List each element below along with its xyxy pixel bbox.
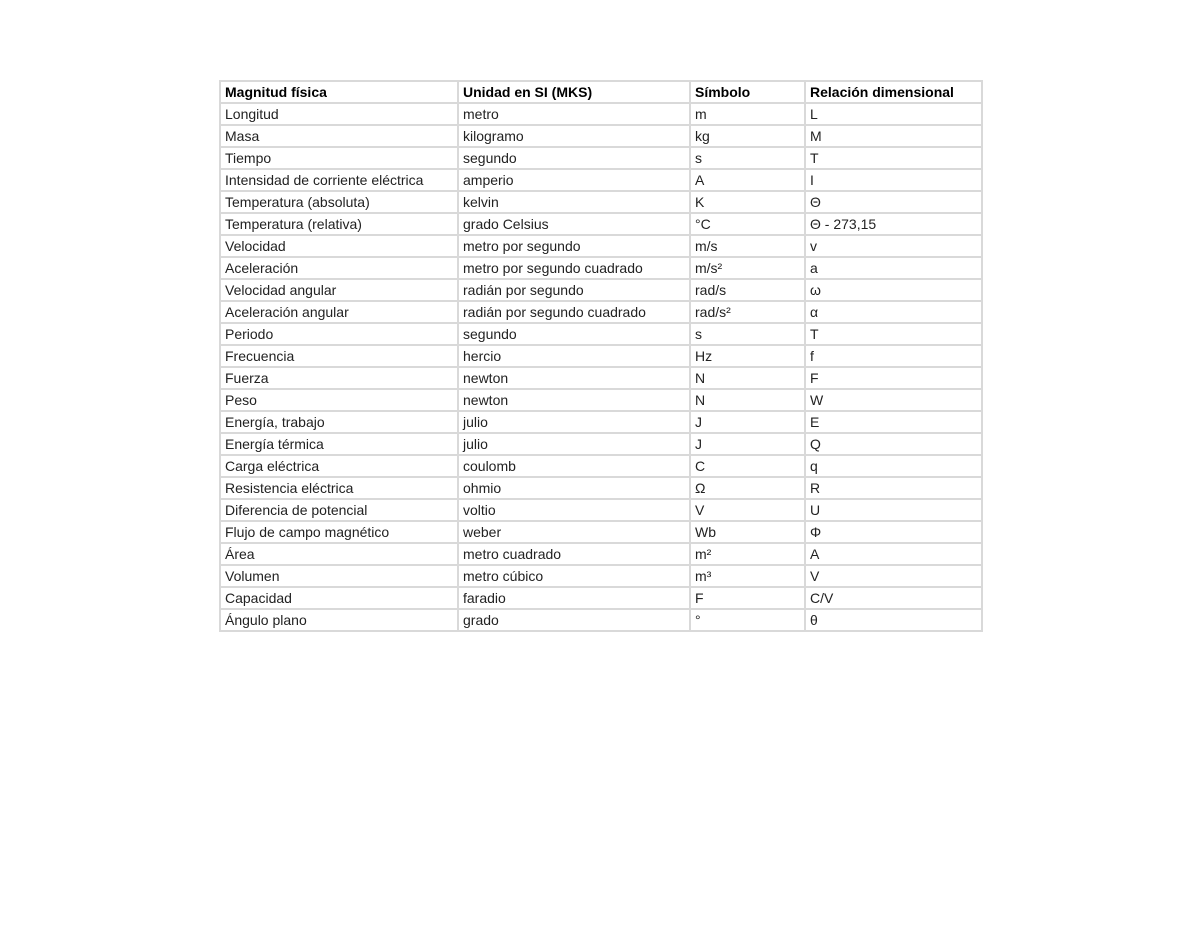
cell-unidad: newton bbox=[458, 367, 690, 389]
cell-relacion: V bbox=[805, 565, 982, 587]
cell-relacion: ω bbox=[805, 279, 982, 301]
cell-magnitud: Intensidad de corriente eléctrica bbox=[220, 169, 458, 191]
cell-magnitud: Carga eléctrica bbox=[220, 455, 458, 477]
cell-relacion: A bbox=[805, 543, 982, 565]
cell-unidad: grado bbox=[458, 609, 690, 631]
cell-unidad: segundo bbox=[458, 147, 690, 169]
cell-unidad: kelvin bbox=[458, 191, 690, 213]
cell-relacion: T bbox=[805, 147, 982, 169]
cell-magnitud: Tiempo bbox=[220, 147, 458, 169]
cell-simbolo: Ω bbox=[690, 477, 805, 499]
cell-magnitud: Resistencia eléctrica bbox=[220, 477, 458, 499]
cell-magnitud: Capacidad bbox=[220, 587, 458, 609]
cell-magnitud: Velocidad bbox=[220, 235, 458, 257]
cell-magnitud: Aceleración angular bbox=[220, 301, 458, 323]
table-row bbox=[220, 565, 982, 587]
cell-simbolo: A bbox=[690, 169, 805, 191]
header-simbolo: Símbolo bbox=[690, 81, 805, 103]
cell-unidad: weber bbox=[458, 521, 690, 543]
cell-simbolo: m³ bbox=[690, 565, 805, 587]
table-row bbox=[220, 279, 982, 301]
cell-unidad: grado Celsius bbox=[458, 213, 690, 235]
cell-magnitud: Flujo de campo magnético bbox=[220, 521, 458, 543]
cell-unidad: kilogramo bbox=[458, 125, 690, 147]
cell-unidad: amperio bbox=[458, 169, 690, 191]
cell-simbolo: N bbox=[690, 389, 805, 411]
cell-simbolo: rad/s² bbox=[690, 301, 805, 323]
table-row bbox=[220, 125, 982, 147]
cell-magnitud: Longitud bbox=[220, 103, 458, 125]
cell-unidad: radián por segundo bbox=[458, 279, 690, 301]
table-row bbox=[220, 235, 982, 257]
header-relacion: Relación dimensional bbox=[805, 81, 982, 103]
cell-unidad: julio bbox=[458, 433, 690, 455]
table-row bbox=[220, 455, 982, 477]
cell-magnitud: Velocidad angular bbox=[220, 279, 458, 301]
cell-magnitud: Frecuencia bbox=[220, 345, 458, 367]
cell-unidad: coulomb bbox=[458, 455, 690, 477]
table-row bbox=[220, 103, 982, 125]
cell-relacion: F bbox=[805, 367, 982, 389]
cell-unidad: metro bbox=[458, 103, 690, 125]
cell-relacion: θ bbox=[805, 609, 982, 631]
cell-magnitud: Área bbox=[220, 543, 458, 565]
cell-unidad: radián por segundo cuadrado bbox=[458, 301, 690, 323]
cell-simbolo: ° bbox=[690, 609, 805, 631]
cell-relacion: T bbox=[805, 323, 982, 345]
table-row bbox=[220, 367, 982, 389]
table-row bbox=[220, 433, 982, 455]
units-table bbox=[219, 80, 983, 632]
cell-relacion: U bbox=[805, 499, 982, 521]
table-row bbox=[220, 521, 982, 543]
table-row bbox=[220, 543, 982, 565]
header-unidad: Unidad en SI (MKS) bbox=[458, 81, 690, 103]
cell-unidad: faradio bbox=[458, 587, 690, 609]
cell-relacion: E bbox=[805, 411, 982, 433]
cell-unidad: segundo bbox=[458, 323, 690, 345]
cell-magnitud: Energía térmica bbox=[220, 433, 458, 455]
cell-relacion: Q bbox=[805, 433, 982, 455]
cell-relacion: L bbox=[805, 103, 982, 125]
cell-simbolo: J bbox=[690, 411, 805, 433]
cell-unidad: metro por segundo cuadrado bbox=[458, 257, 690, 279]
table-row bbox=[220, 147, 982, 169]
cell-relacion: Φ bbox=[805, 521, 982, 543]
header-magnitud: Magnitud física bbox=[220, 81, 458, 103]
cell-simbolo: V bbox=[690, 499, 805, 521]
cell-relacion: W bbox=[805, 389, 982, 411]
table-row bbox=[220, 345, 982, 367]
cell-magnitud: Masa bbox=[220, 125, 458, 147]
cell-simbolo: J bbox=[690, 433, 805, 455]
cell-relacion: Θ - 273,15 bbox=[805, 213, 982, 235]
cell-simbolo: m/s² bbox=[690, 257, 805, 279]
cell-simbolo: s bbox=[690, 323, 805, 345]
cell-relacion: M bbox=[805, 125, 982, 147]
cell-simbolo: F bbox=[690, 587, 805, 609]
table-row bbox=[220, 411, 982, 433]
cell-relacion: Θ bbox=[805, 191, 982, 213]
cell-magnitud: Fuerza bbox=[220, 367, 458, 389]
cell-simbolo: m bbox=[690, 103, 805, 125]
cell-magnitud: Volumen bbox=[220, 565, 458, 587]
cell-simbolo: Wb bbox=[690, 521, 805, 543]
cell-magnitud: Ángulo plano bbox=[220, 609, 458, 631]
table-row bbox=[220, 477, 982, 499]
cell-relacion: v bbox=[805, 235, 982, 257]
table-row bbox=[220, 587, 982, 609]
cell-magnitud: Temperatura (relativa) bbox=[220, 213, 458, 235]
cell-unidad: metro cuadrado bbox=[458, 543, 690, 565]
table-header-row bbox=[220, 81, 982, 103]
cell-unidad: metro cúbico bbox=[458, 565, 690, 587]
cell-unidad: ohmio bbox=[458, 477, 690, 499]
cell-unidad: metro por segundo bbox=[458, 235, 690, 257]
cell-relacion: α bbox=[805, 301, 982, 323]
cell-simbolo: Hz bbox=[690, 345, 805, 367]
cell-relacion: C/V bbox=[805, 587, 982, 609]
table-row bbox=[220, 323, 982, 345]
table-row bbox=[220, 389, 982, 411]
cell-relacion: R bbox=[805, 477, 982, 499]
table-body bbox=[220, 103, 982, 631]
table-row bbox=[220, 213, 982, 235]
cell-magnitud: Temperatura (absoluta) bbox=[220, 191, 458, 213]
cell-relacion: a bbox=[805, 257, 982, 279]
cell-unidad: newton bbox=[458, 389, 690, 411]
cell-simbolo: K bbox=[690, 191, 805, 213]
table-row bbox=[220, 499, 982, 521]
cell-unidad: voltio bbox=[458, 499, 690, 521]
table-row bbox=[220, 609, 982, 631]
cell-unidad: julio bbox=[458, 411, 690, 433]
cell-simbolo: m/s bbox=[690, 235, 805, 257]
cell-simbolo: kg bbox=[690, 125, 805, 147]
cell-simbolo: rad/s bbox=[690, 279, 805, 301]
cell-magnitud: Periodo bbox=[220, 323, 458, 345]
cell-simbolo: m² bbox=[690, 543, 805, 565]
cell-magnitud: Peso bbox=[220, 389, 458, 411]
cell-magnitud: Diferencia de potencial bbox=[220, 499, 458, 521]
cell-relacion: q bbox=[805, 455, 982, 477]
table-row bbox=[220, 257, 982, 279]
table-row bbox=[220, 191, 982, 213]
cell-relacion: I bbox=[805, 169, 982, 191]
cell-simbolo: °C bbox=[690, 213, 805, 235]
cell-simbolo: s bbox=[690, 147, 805, 169]
cell-simbolo: C bbox=[690, 455, 805, 477]
cell-simbolo: N bbox=[690, 367, 805, 389]
cell-relacion: f bbox=[805, 345, 982, 367]
table-row bbox=[220, 169, 982, 191]
table-row bbox=[220, 301, 982, 323]
cell-magnitud: Aceleración bbox=[220, 257, 458, 279]
cell-unidad: hercio bbox=[458, 345, 690, 367]
cell-magnitud: Energía, trabajo bbox=[220, 411, 458, 433]
